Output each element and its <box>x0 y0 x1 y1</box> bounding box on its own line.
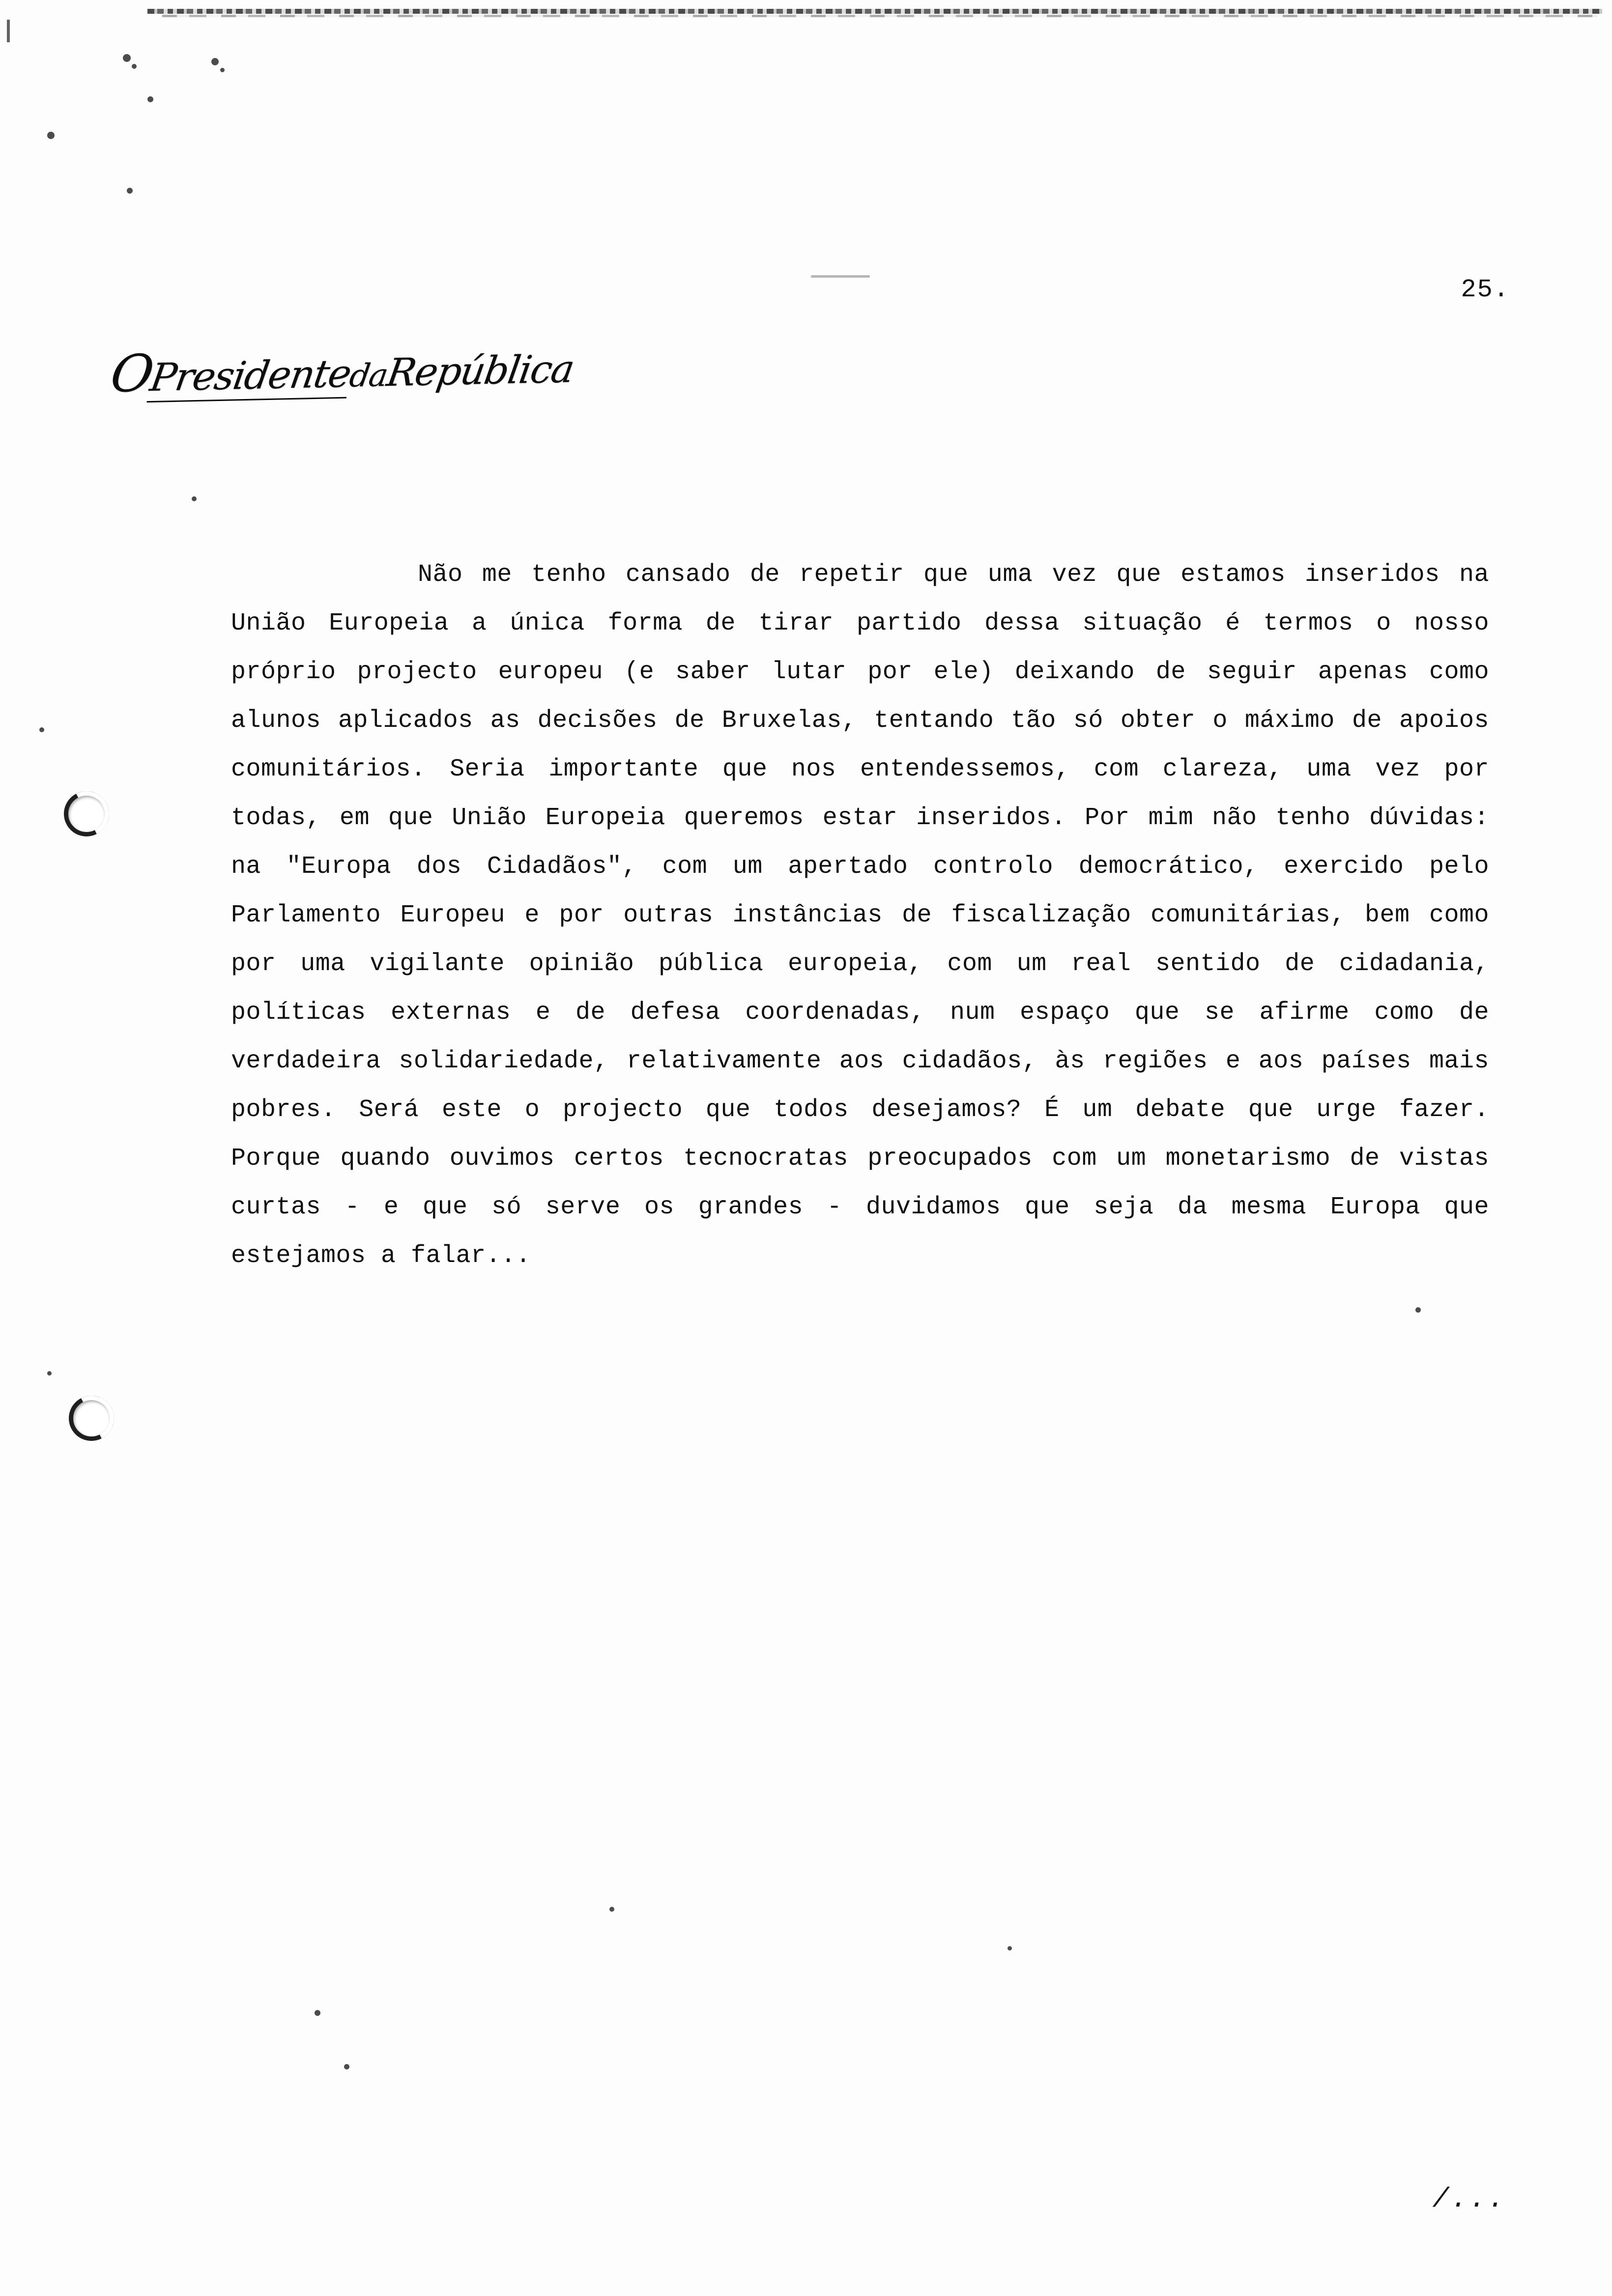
letterhead <box>107 334 578 404</box>
scan-speck <box>192 496 197 501</box>
scan-speck <box>123 54 131 62</box>
scan-speck <box>47 1371 52 1376</box>
continuation-mark: /... <box>1432 2183 1506 2215</box>
scan-speck <box>344 2064 349 2069</box>
letterhead-word-republica: República <box>383 347 577 396</box>
scan-speck <box>211 58 219 65</box>
body-paragraph-text: Não me tenho cansado de repetir que uma vez que estamos inseridos na União Europeia a única forma de tirar partido dessa situação é termos o nosso próprio projecto europeu (e saber lutar por ele) deixando de seguir apenas como alunos aplicados as decisões de Bruxelas, tentando tão só obter o máximo de apoios comunitários. Seria importante que nos entendessemos, com clareza, uma vez por todas, em que União Europeia queremos estar inseridos. Por mim não tenho dúvidas: na "Europa dos Cidadãos", com um apertado controlo democrático, exercido pelo Parlamento Europeu e por outras instâncias de fiscalização comunitárias, bem como por uma vigilante opinião pública europeia, com um real sentido de cidadania, políticas externas e de defesa coordenadas, num espaço que se afirme como de verdadeira solidariedade, relativamente aos cidadãos, às regiões e aos países mais pobres. Será este o projecto que todos desejamos? É um debate que urge fazer. Porque quando ouvimos certos tecnocratas preocupados com um monetarismo de vistas curtas - e que só serve os grandes - duvidamos que seja da mesma Europa que estejamos a falar... <box>231 561 1489 1270</box>
scan-speck <box>609 1907 614 1912</box>
page-number: 25. <box>1461 275 1510 304</box>
scan-speck <box>127 188 133 194</box>
scan-speck <box>1008 1946 1012 1951</box>
scan-speck <box>132 64 137 69</box>
scan-speck <box>47 132 55 139</box>
body-paragraph <box>231 550 1489 1280</box>
letterhead-article: O <box>106 343 156 404</box>
punch-hole-icon <box>64 791 109 836</box>
letterhead-word-da: da <box>346 357 390 395</box>
scan-speck <box>39 727 44 732</box>
scan-speck <box>811 275 870 278</box>
punch-hole-icon <box>69 1396 114 1441</box>
scan-streak-secondary <box>162 15 1597 17</box>
scan-speck <box>1415 1307 1421 1313</box>
scan-speck <box>315 2010 320 2016</box>
scan-speck <box>147 96 153 102</box>
scan-speck <box>220 68 225 72</box>
scan-streak-top <box>147 9 1602 14</box>
letter-body <box>231 550 1489 1280</box>
scan-edge-mark <box>7 20 10 42</box>
letterhead-word-presidente: Presidente <box>147 352 354 402</box>
